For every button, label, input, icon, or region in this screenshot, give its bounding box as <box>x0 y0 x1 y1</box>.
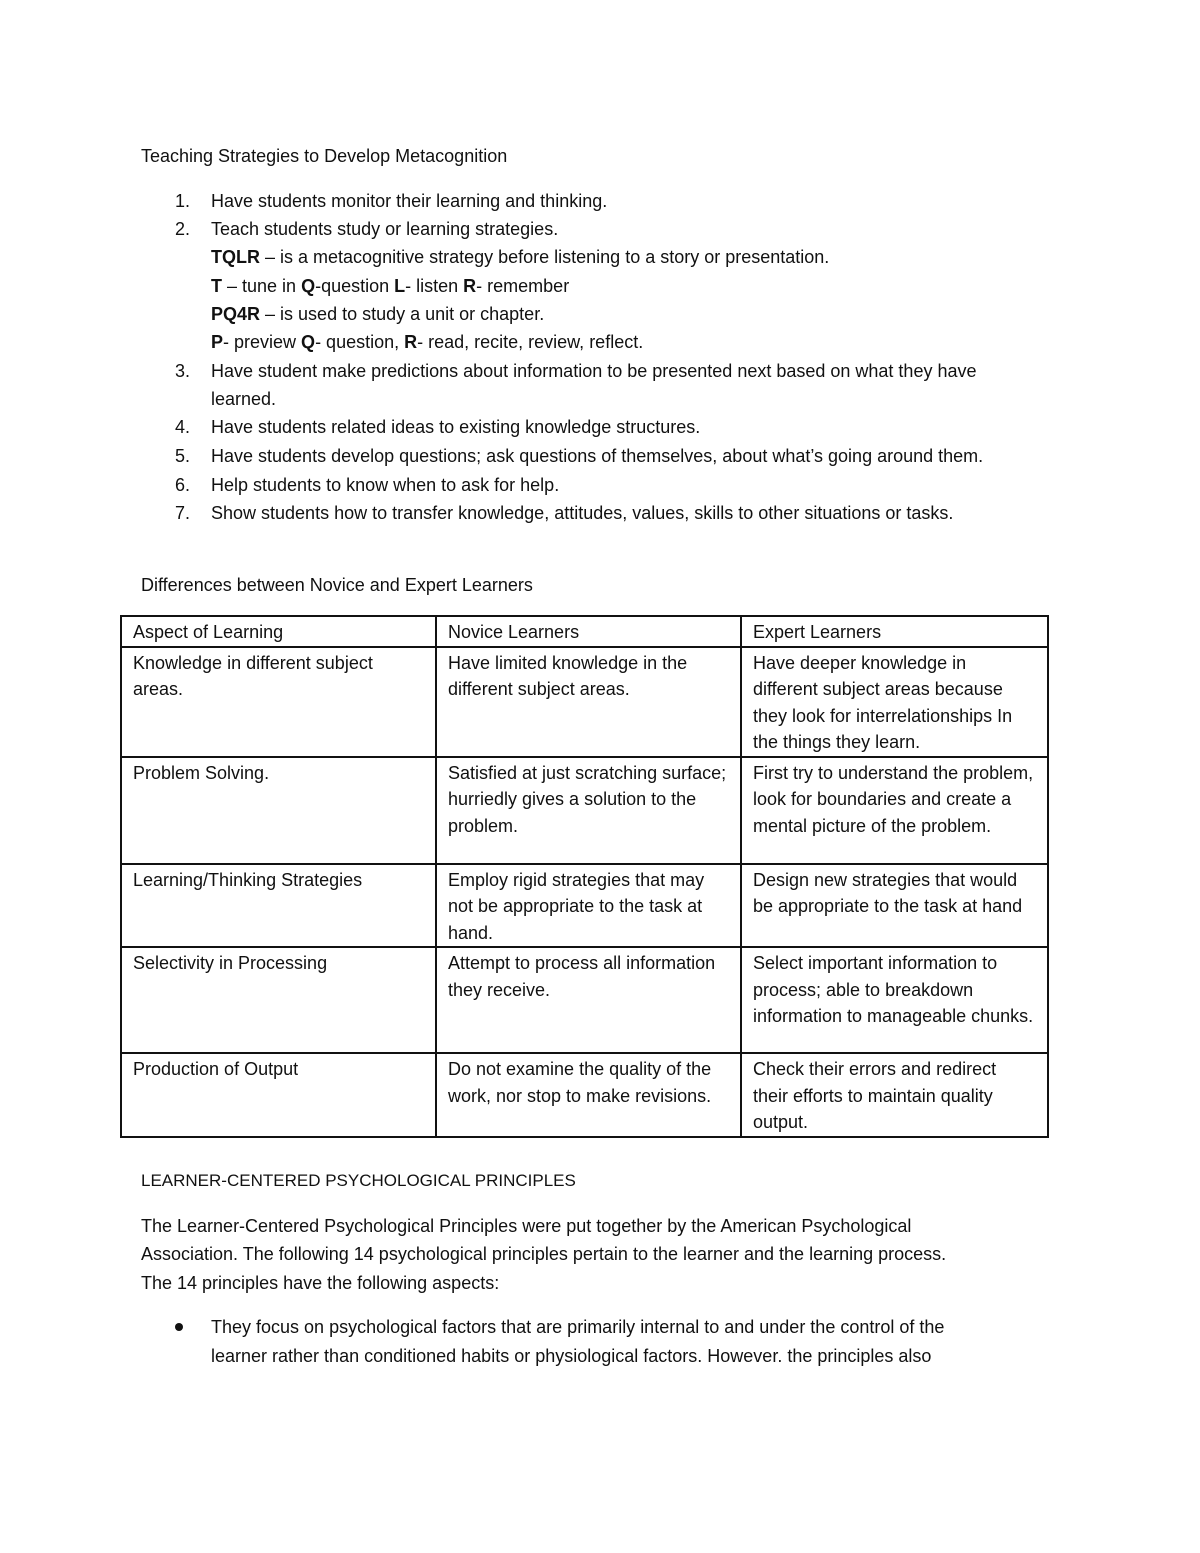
bullet-text-line: They focus on psychological factors that are primarily internal to and under the control of the <box>211 1317 945 1337</box>
table-row <box>121 647 1048 757</box>
tqlr-expansion: T – tune in Q-question L- listen R- remember <box>211 276 570 296</box>
table-cell: Employ rigid strategies that may not be appropriate to the task at hand. <box>436 864 741 948</box>
pq4r-definition: PQ4R – is used to study a unit or chapter. <box>211 304 545 324</box>
list-item: Help students to know when to ask for help. <box>211 475 560 495</box>
principles-paragraph-line: The Learner-Centered Psychological Principles were put together by the American Psychological <box>141 1216 912 1236</box>
list-number: 1. <box>175 191 191 211</box>
principles-heading: LEARNER-CENTERED PSYCHOLOGICAL PRINCIPLES <box>141 1171 576 1190</box>
table-header-cell: Aspect of Learning <box>121 616 436 647</box>
table-header-cell: Novice Learners <box>436 616 741 647</box>
table-header-row <box>121 616 1048 647</box>
table-row <box>121 1053 1048 1137</box>
list-item: Have students develop questions; ask questions of themselves, about what’s going around them. <box>211 446 984 466</box>
pq4r-expansion: P- preview Q- question, R- read, recite, review, reflect. <box>211 332 644 352</box>
table-cell: First try to understand the problem, look for boundaries and create a mental picture of the problem. <box>741 757 1048 864</box>
table-row <box>121 947 1048 1053</box>
tqlr-term: TQLR <box>211 247 260 267</box>
list-item-continuation: learned. <box>211 389 277 409</box>
table-cell: Selectivity in Processing <box>121 947 436 1053</box>
table-row <box>121 864 1048 948</box>
table-row <box>121 757 1048 864</box>
principles-paragraph-line: The 14 principles have the following aspects: <box>141 1273 500 1293</box>
table-cell: Design new strategies that would be appropriate to the task at hand <box>741 864 1048 948</box>
bullet-text-line: learner rather than conditioned habits or physiological factors. However. the principles also <box>211 1346 932 1366</box>
table-cell: Learning/Thinking Strategies <box>121 864 436 948</box>
table-cell: Knowledge in different subject areas. <box>121 647 436 757</box>
list-number: 6. <box>175 475 191 495</box>
novice-expert-table <box>120 615 1049 1138</box>
table-cell: Attempt to process all information they receive. <box>436 947 741 1053</box>
list-number: 3. <box>175 361 191 381</box>
bullet-icon <box>175 1323 183 1331</box>
table-cell: Problem Solving. <box>121 757 436 864</box>
table-header-cell: Expert Learners <box>741 616 1048 647</box>
strategies-heading: Teaching Strategies to Develop Metacognition <box>141 146 508 166</box>
list-number: 4. <box>175 417 191 437</box>
list-number: 2. <box>175 219 191 239</box>
table-cell: Check their errors and redirect their efforts to maintain quality output. <box>741 1053 1048 1137</box>
table-cell: Select important information to process; able to breakdown information to manageable chunks. <box>741 947 1048 1053</box>
table-cell: Do not examine the quality of the work, nor stop to make revisions. <box>436 1053 741 1137</box>
list-item: Have student make predictions about information to be presented next based on what they have <box>211 361 977 381</box>
principles-paragraph-line: Association. The following 14 psychological principles pertain to the learner and the learning process. <box>141 1244 947 1264</box>
list-item: Have students related ideas to existing knowledge structures. <box>211 417 701 437</box>
pq4r-term: PQ4R <box>211 304 261 324</box>
list-item: Show students how to transfer knowledge, attitudes, values, skills to other situations or tasks. <box>211 503 954 523</box>
tqlr-definition: TQLR – is a metacognitive strategy before listening to a story or presentation. <box>211 247 830 267</box>
list-number: 7. <box>175 503 191 523</box>
table-cell: Satisfied at just scratching surface; hurriedly gives a solution to the problem. <box>436 757 741 864</box>
differences-heading: Differences between Novice and Expert Learners <box>141 575 533 595</box>
list-number: 5. <box>175 446 191 466</box>
table-cell: Have limited knowledge in the different subject areas. <box>436 647 741 757</box>
table-cell: Have deeper knowledge in different subject areas because they look for interrelationships In the things they learn. <box>741 647 1048 757</box>
list-item: Have students monitor their learning and thinking. <box>211 191 608 211</box>
list-item: Teach students study or learning strategies. <box>211 219 559 239</box>
table-cell: Production of Output <box>121 1053 436 1137</box>
